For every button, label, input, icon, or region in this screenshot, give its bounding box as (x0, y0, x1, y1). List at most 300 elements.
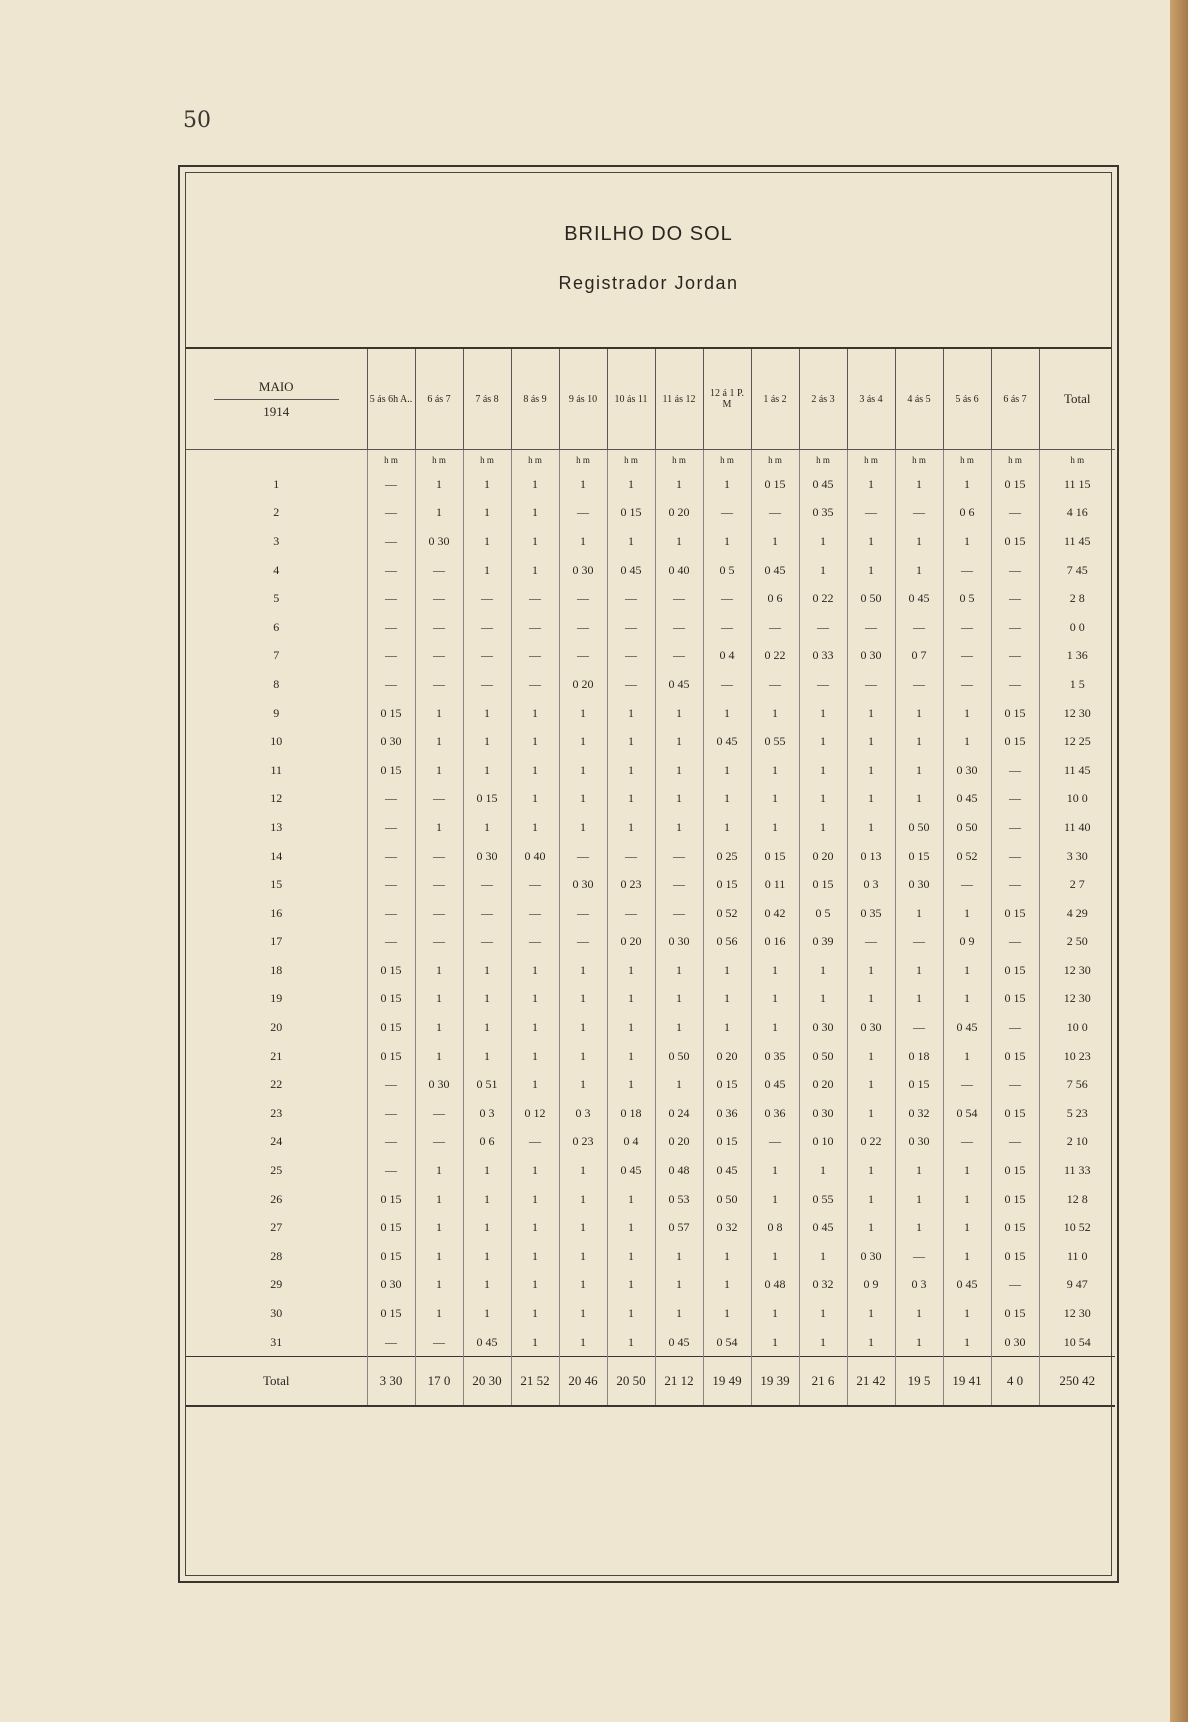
hour-cell: 0 3 (895, 1271, 943, 1300)
hour-cell: 1 (415, 756, 463, 785)
hour-cell: — (511, 870, 559, 899)
hour-cell: 1 (559, 985, 607, 1014)
column-header-hour: 4 ás 5 (895, 349, 943, 450)
unit-cell: h m (895, 450, 943, 471)
unit-cell: h m (847, 450, 895, 471)
hour-cell: — (703, 584, 751, 613)
hour-cell: 0 15 (367, 756, 415, 785)
table-row (186, 613, 1115, 642)
hour-cell: 1 (895, 1328, 943, 1357)
table-row (186, 727, 1115, 756)
hour-cell: 0 30 (799, 1013, 847, 1042)
hour-cell: 0 53 (655, 1185, 703, 1214)
day-cell: 30 (270, 1306, 283, 1321)
hour-cell: 0 15 (751, 842, 799, 871)
hour-cell: 0 10 (799, 1128, 847, 1157)
page-number: 50 (183, 108, 211, 133)
hour-cell: 1 (559, 756, 607, 785)
hour-cell: 0 50 (655, 1042, 703, 1071)
hour-cell: 1 (415, 499, 463, 528)
hour-cell: 1 (847, 1328, 895, 1357)
hour-cell: 1 (751, 527, 799, 556)
hour-cell: 0 11 (751, 870, 799, 899)
hour-cell: 0 25 (703, 842, 751, 871)
column-header-hour: 7 ás 8 (463, 349, 511, 450)
day-cell: 7 (273, 648, 280, 663)
hour-cell: 0 9 (943, 928, 991, 957)
hour-cell: 0 15 (463, 785, 511, 814)
column-total-cell: 21 42 (847, 1357, 895, 1407)
table-frame-inner (185, 172, 1112, 1576)
hour-cell: 1 (703, 1013, 751, 1042)
column-total-cell: 20 50 (607, 1357, 655, 1407)
hour-cell: 1 (463, 1213, 511, 1242)
hour-cell: — (655, 842, 703, 871)
hour-cell: 0 56 (703, 928, 751, 957)
hour-cell: 1 (415, 699, 463, 728)
hour-cell: 0 15 (607, 499, 655, 528)
hour-cell: 1 (751, 1299, 799, 1328)
day-cell: 4 (273, 562, 280, 577)
day-cell: 13 (270, 819, 283, 834)
hour-cell: 0 55 (799, 1185, 847, 1214)
hour-cell: 0 15 (367, 985, 415, 1014)
hour-cell: 0 30 (847, 642, 895, 671)
hour-cell: — (463, 870, 511, 899)
hour-cell: 1 (655, 470, 703, 499)
hour-cell: 0 15 (991, 1042, 1039, 1071)
hour-cell: 0 30 (847, 1242, 895, 1271)
hour-cell: 0 4 (607, 1128, 655, 1157)
hour-cell: — (367, 870, 415, 899)
hour-cell: 1 (943, 1156, 991, 1185)
hour-cell: — (463, 670, 511, 699)
hour-cell: 1 (559, 1242, 607, 1271)
hour-cell: 1 (655, 1299, 703, 1328)
hour-cell: — (367, 785, 415, 814)
hour-cell: 1 (415, 1299, 463, 1328)
unit-cell: h m (511, 450, 559, 471)
hour-cell: 1 (463, 727, 511, 756)
hour-cell: 0 15 (703, 1070, 751, 1099)
hour-cell: 1 (799, 1156, 847, 1185)
column-total-cell: 19 41 (943, 1357, 991, 1407)
hour-cell: 1 (463, 1271, 511, 1300)
table-header (186, 173, 1111, 349)
hour-cell: 0 45 (799, 1213, 847, 1242)
hour-cell: 1 (895, 1299, 943, 1328)
unit-cell: h m (559, 450, 607, 471)
day-total-cell: 1 36 (1039, 642, 1115, 671)
hour-cell: 0 16 (751, 928, 799, 957)
day-cell: 10 (270, 734, 283, 749)
hour-cell: 1 (607, 699, 655, 728)
hour-cell: 1 (847, 1042, 895, 1071)
hour-cell: — (943, 670, 991, 699)
hour-cell: 1 (559, 470, 607, 499)
table-row (186, 1242, 1115, 1271)
hour-cell: 0 35 (751, 1042, 799, 1071)
hour-cell: — (991, 756, 1039, 785)
hour-cell: 1 (415, 1042, 463, 1071)
hour-cell: 1 (799, 956, 847, 985)
day-cell: 9 (273, 705, 280, 720)
hour-cell: 1 (703, 785, 751, 814)
totals-row (186, 1357, 1115, 1407)
hour-cell: — (655, 613, 703, 642)
day-cell: 17 (270, 934, 283, 949)
hour-cell: 0 50 (943, 813, 991, 842)
hour-cell: 1 (751, 956, 799, 985)
hour-cell: 1 (943, 956, 991, 985)
hour-cell: 1 (415, 956, 463, 985)
hour-cell: 1 (751, 1013, 799, 1042)
hour-cell: 1 (751, 985, 799, 1014)
hour-cell: 1 (751, 1156, 799, 1185)
hour-cell: 1 (895, 1156, 943, 1185)
hour-cell: 1 (511, 727, 559, 756)
hour-cell: 0 30 (415, 527, 463, 556)
hour-cell: — (943, 556, 991, 585)
table-row (186, 785, 1115, 814)
hour-cell: 0 30 (799, 1099, 847, 1128)
hour-cell: — (655, 584, 703, 613)
hour-cell: — (511, 613, 559, 642)
column-header-hour: 6 ás 7 (991, 349, 1039, 450)
hour-cell: — (415, 613, 463, 642)
hour-cell: 1 (415, 1271, 463, 1300)
table-row (186, 527, 1115, 556)
column-total-cell: 21 52 (511, 1357, 559, 1407)
hour-cell: 1 (751, 1185, 799, 1214)
hour-cell: — (991, 613, 1039, 642)
table-row (186, 499, 1115, 528)
hour-cell: 0 15 (991, 985, 1039, 1014)
hour-cell: 0 15 (991, 1299, 1039, 1328)
day-total-cell: 11 40 (1039, 813, 1115, 842)
column-header-hour: 1 ás 2 (751, 349, 799, 450)
hour-cell: 1 (655, 956, 703, 985)
hour-cell: 1 (655, 1242, 703, 1271)
hour-cell: 1 (559, 1213, 607, 1242)
hour-cell: — (367, 899, 415, 928)
hour-cell: 1 (799, 527, 847, 556)
hour-cell: 1 (511, 1328, 559, 1357)
hour-cell: — (367, 1099, 415, 1128)
hour-cell: — (415, 670, 463, 699)
unit-cell: h m (703, 450, 751, 471)
hour-cell: — (991, 1013, 1039, 1042)
hour-cell: 1 (895, 470, 943, 499)
hour-cell: 0 45 (799, 470, 847, 499)
hour-cell: 1 (847, 1070, 895, 1099)
hour-cell: 1 (511, 785, 559, 814)
day-cell: 28 (270, 1248, 283, 1263)
day-cell: 29 (270, 1277, 283, 1292)
hour-cell: — (607, 842, 655, 871)
hour-cell: 0 45 (607, 556, 655, 585)
hour-cell: 0 4 (703, 642, 751, 671)
hour-cell: 0 30 (991, 1328, 1039, 1357)
hour-cell: 1 (799, 727, 847, 756)
hour-cell: 1 (943, 985, 991, 1014)
hour-cell: 1 (559, 1156, 607, 1185)
hour-cell: 1 (559, 1299, 607, 1328)
table-row (186, 699, 1115, 728)
hour-cell: — (367, 499, 415, 528)
hour-cell: 1 (703, 470, 751, 499)
hour-cell: 1 (559, 813, 607, 842)
day-total-cell: 10 23 (1039, 1042, 1115, 1071)
table-row (186, 1213, 1115, 1242)
hour-cell: — (559, 642, 607, 671)
hour-cell: 1 (463, 556, 511, 585)
hour-cell: 0 30 (415, 1070, 463, 1099)
hour-cell: 1 (799, 699, 847, 728)
hour-cell: 1 (703, 1271, 751, 1300)
hour-cell: — (991, 1128, 1039, 1157)
hour-cell: — (703, 499, 751, 528)
hour-cell: — (463, 642, 511, 671)
hour-cell: — (751, 670, 799, 699)
day-total-cell: 7 56 (1039, 1070, 1115, 1099)
hour-cell: 0 30 (847, 1013, 895, 1042)
column-header-total: Total (1039, 349, 1115, 450)
hour-cell: — (367, 613, 415, 642)
hour-cell: 1 (511, 1213, 559, 1242)
hour-cell: 1 (655, 1271, 703, 1300)
hour-cell: 1 (751, 756, 799, 785)
hour-cell: 1 (847, 527, 895, 556)
day-total-cell: 10 0 (1039, 785, 1115, 814)
month-rule (214, 399, 339, 400)
hour-cell: 1 (463, 985, 511, 1014)
hour-cell: 0 8 (751, 1213, 799, 1242)
hour-cell: 0 18 (895, 1042, 943, 1071)
hour-cell: — (463, 584, 511, 613)
day-total-cell: 9 47 (1039, 1271, 1115, 1300)
hour-cell: 0 50 (799, 1042, 847, 1071)
hour-cell: — (895, 613, 943, 642)
hour-cell: 0 15 (367, 1185, 415, 1214)
hour-cell: 1 (607, 985, 655, 1014)
hour-cell: 1 (751, 1328, 799, 1357)
hour-cell: — (991, 870, 1039, 899)
hour-cell: 0 15 (991, 1185, 1039, 1214)
hour-cell: 1 (799, 813, 847, 842)
table-row (186, 556, 1115, 585)
table-footer-space (186, 1493, 1111, 1573)
hour-cell: 1 (607, 1042, 655, 1071)
hour-cell: — (367, 1070, 415, 1099)
table-row (186, 1299, 1115, 1328)
hour-cell: 1 (607, 1213, 655, 1242)
hour-cell: 0 15 (367, 699, 415, 728)
hour-cell: 0 15 (991, 699, 1039, 728)
table-body (186, 450, 1115, 1407)
hour-cell: 1 (895, 1213, 943, 1242)
hour-cell: 0 39 (799, 928, 847, 957)
hour-cell: 0 15 (751, 470, 799, 499)
hour-cell: 1 (895, 756, 943, 785)
table-row (186, 642, 1115, 671)
unit-cell: h m (943, 450, 991, 471)
hour-cell: 1 (943, 1185, 991, 1214)
table-row (186, 1128, 1115, 1157)
hour-cell: 1 (799, 1299, 847, 1328)
hour-cell: — (847, 613, 895, 642)
hour-cell: — (751, 1128, 799, 1157)
hour-cell: — (415, 1128, 463, 1157)
hour-cell: 1 (607, 470, 655, 499)
hour-cell: 1 (559, 785, 607, 814)
column-total-cell: 3 30 (367, 1357, 415, 1407)
hour-cell: 1 (559, 727, 607, 756)
hour-cell: 1 (511, 527, 559, 556)
day-total-cell: 11 33 (1039, 1156, 1115, 1185)
day-cell: 25 (270, 1163, 283, 1178)
hour-cell: 1 (463, 699, 511, 728)
hour-cell: — (367, 842, 415, 871)
hour-cell: 1 (511, 1185, 559, 1214)
hour-cell: 0 15 (895, 842, 943, 871)
hour-cell: 0 30 (559, 556, 607, 585)
column-total-cell: 19 39 (751, 1357, 799, 1407)
hour-cell: 1 (847, 1213, 895, 1242)
hour-cell: 1 (703, 527, 751, 556)
hour-cell: — (415, 870, 463, 899)
hour-cell: 0 24 (655, 1099, 703, 1128)
column-header-hour: 9 ás 10 (559, 349, 607, 450)
hour-cell: — (559, 613, 607, 642)
hour-cell: 1 (751, 785, 799, 814)
hour-cell: — (511, 642, 559, 671)
hour-cell: 1 (511, 1242, 559, 1271)
hour-cell: 1 (703, 1299, 751, 1328)
column-header-hour: 2 ás 3 (799, 349, 847, 450)
table-row (186, 1185, 1115, 1214)
hour-cell: 0 36 (751, 1099, 799, 1128)
hour-cell: — (367, 1128, 415, 1157)
hour-cell: — (415, 1099, 463, 1128)
hour-cell: 0 45 (943, 785, 991, 814)
hour-cell: 0 52 (943, 842, 991, 871)
column-header-hour: 5 ás 6h A.. (367, 349, 415, 450)
hour-cell: 1 (511, 1070, 559, 1099)
hour-cell: — (991, 813, 1039, 842)
hour-cell: — (511, 584, 559, 613)
hour-cell: 0 23 (559, 1128, 607, 1157)
day-total-cell: 2 10 (1039, 1128, 1115, 1157)
day-cell: 16 (270, 905, 283, 920)
hour-cell: 0 15 (703, 1128, 751, 1157)
hour-cell: 1 (463, 527, 511, 556)
hour-cell: 0 30 (655, 928, 703, 957)
unit-cell: h m (799, 450, 847, 471)
hour-cell: 0 50 (703, 1185, 751, 1214)
hour-cell: 1 (559, 699, 607, 728)
day-cell: 11 (270, 762, 283, 777)
day-total-cell: 2 50 (1039, 928, 1115, 957)
hour-cell: 0 6 (943, 499, 991, 528)
hour-cell: 1 (655, 527, 703, 556)
day-total-cell: 12 30 (1039, 699, 1115, 728)
day-total-cell: 12 30 (1039, 985, 1115, 1014)
hour-cell: — (415, 556, 463, 585)
hour-cell: 1 (655, 1070, 703, 1099)
hour-cell: 0 15 (991, 899, 1039, 928)
hour-cell: 0 15 (367, 1042, 415, 1071)
day-total-cell: 12 30 (1039, 956, 1115, 985)
hour-cell: 1 (415, 1013, 463, 1042)
hour-cell: — (511, 899, 559, 928)
hour-cell: 1 (895, 727, 943, 756)
hour-cell: — (607, 613, 655, 642)
hour-cell: 1 (943, 727, 991, 756)
hour-cell: 1 (943, 899, 991, 928)
hour-cell: 1 (799, 556, 847, 585)
hour-cell: 1 (751, 1242, 799, 1271)
hour-cell: 0 20 (655, 1128, 703, 1157)
hour-cell: 1 (895, 985, 943, 1014)
column-total-cell: 19 49 (703, 1357, 751, 1407)
hour-cell: 0 6 (463, 1128, 511, 1157)
day-total-cell: 4 29 (1039, 899, 1115, 928)
hour-cell: 1 (559, 956, 607, 985)
hour-cell: 1 (895, 785, 943, 814)
hour-cell: — (559, 584, 607, 613)
hour-cell: — (367, 670, 415, 699)
hour-cell: 1 (703, 956, 751, 985)
hour-cell: 0 54 (943, 1099, 991, 1128)
table-row (186, 1099, 1115, 1128)
day-total-cell: 10 54 (1039, 1328, 1115, 1357)
hour-cell: — (847, 670, 895, 699)
hour-cell: 0 15 (367, 1213, 415, 1242)
hour-cell: — (703, 670, 751, 699)
day-cell: 1 (273, 476, 280, 491)
hour-cell: 1 (655, 1013, 703, 1042)
day-total-cell: 11 45 (1039, 527, 1115, 556)
unit-cell: h m (367, 450, 415, 471)
hour-cell: — (607, 670, 655, 699)
hour-cell: 0 7 (895, 642, 943, 671)
hour-cell: 0 15 (367, 1299, 415, 1328)
hour-cell: — (607, 899, 655, 928)
day-total-cell: 2 8 (1039, 584, 1115, 613)
hour-cell: 0 30 (895, 1128, 943, 1157)
hour-cell: — (367, 813, 415, 842)
day-cell: 26 (270, 1191, 283, 1206)
hour-cell: — (799, 670, 847, 699)
hour-cell: 1 (607, 1242, 655, 1271)
day-cell: 14 (270, 848, 283, 863)
hour-cell: — (415, 584, 463, 613)
sunshine-table (186, 349, 1115, 1407)
hour-cell: — (943, 1070, 991, 1099)
hour-cell: — (943, 870, 991, 899)
day-cell: 24 (270, 1134, 283, 1149)
hour-cell: 0 42 (751, 899, 799, 928)
column-total-cell: 17 0 (415, 1357, 463, 1407)
column-header-hour: 3 ás 4 (847, 349, 895, 450)
hour-cell: 1 (415, 1242, 463, 1271)
unit-cell: h m (607, 450, 655, 471)
unit-cell: h m (751, 450, 799, 471)
hour-cell: — (991, 499, 1039, 528)
day-total-cell: 10 0 (1039, 1013, 1115, 1042)
hour-cell: — (991, 584, 1039, 613)
